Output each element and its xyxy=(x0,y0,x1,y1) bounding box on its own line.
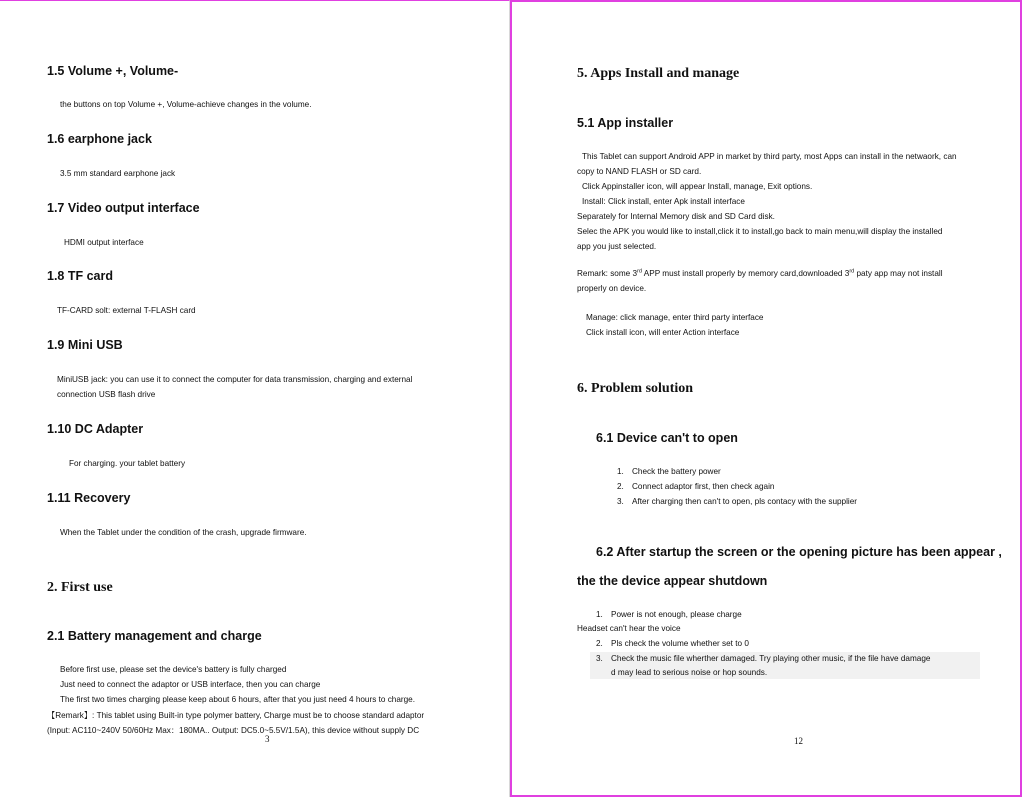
remark-part-a: Remark: some 3 xyxy=(577,269,638,278)
heading-2-1: 2.1 Battery management and charge xyxy=(47,629,262,643)
heading-2: 2. First use xyxy=(47,580,113,595)
text-2-1-line-3: The first two times charging please keep about 6 hours, after that you just need 4 hours to charge. xyxy=(60,695,415,704)
left-page xyxy=(0,0,510,797)
heading-1-6: 1.6 earphone jack xyxy=(47,132,152,146)
text-5-1-line-4: Install: Click install, enter Apk install interface xyxy=(582,197,745,206)
list-6-1-num-3: 3. xyxy=(617,497,624,506)
text-1-11: When the Tablet under the condition of the crash, upgrade firmware. xyxy=(60,528,307,537)
heading-1-5: 1.5 Volume +, Volume- xyxy=(47,64,179,78)
manage-line-2: Click install icon, will enter Action interface xyxy=(586,328,740,337)
manage-line-1: Manage: click manage, enter third party interface xyxy=(586,313,764,322)
heading-6-2-line-2: the the device appear shutdown xyxy=(577,574,768,588)
heading-1-11: 1.11 Recovery xyxy=(47,491,131,505)
list-6-2-num-3: 3. xyxy=(596,654,603,663)
heading-1-9: 1.9 Mini USB xyxy=(47,338,123,352)
list-6-1-num-2: 2. xyxy=(617,482,624,491)
list-6-2-text-1: Power is not enough, please charge xyxy=(611,610,742,619)
text-5-1-line-1: This Tablet can support Android APP in market by third party, most Apps can install in the netwaork, can xyxy=(582,152,957,161)
text-1-9-line-1: MiniUSB jack: you can use it to connect the computer for data transmission, charging and external xyxy=(57,375,413,384)
text-1-9-line-2: connection USB flash drive xyxy=(57,390,156,399)
text-1-5: the buttons on top Volume +, Volume-achieve changes in the volume. xyxy=(60,100,312,109)
remark-sup-2: rd xyxy=(849,268,855,275)
heading-6-2-line-1: 6.2 After startup the screen or the opening picture has been appear , xyxy=(596,545,1002,559)
heading-1-7: 1.7 Video output interface xyxy=(47,201,200,215)
text-5-1-line-3: Click Appinstaller icon, will appear Install, manage, Exit options. xyxy=(582,182,813,191)
heading-1-8: 1.8 TF card xyxy=(47,269,113,283)
remark-sup-1: rd xyxy=(637,268,642,275)
heading-1-10: 1.10 DC Adapter xyxy=(47,422,144,436)
text-1-10: For charging. your tablet battery xyxy=(69,459,186,468)
remark-part-c: paty app may not install xyxy=(854,269,943,278)
list-6-1-num-1: 1. xyxy=(617,467,624,476)
right-page xyxy=(510,0,1022,797)
list-6-2-text-3-line-1: Check the music file wherther damaged. Try playing other music, if the file have damage xyxy=(611,654,931,663)
text-5-1-line-2: copy to NAND FLASH or SD card. xyxy=(577,167,702,176)
list-6-2-text-3-line-2: d may lead to serious noise or hop sounds. xyxy=(611,668,768,677)
list-6-2-text-2: Pls check the volume whether set to 0 xyxy=(611,639,749,648)
remark-line-1 xyxy=(577,269,943,278)
remark-part-b: APP must install properly by memory card,downloaded 3 xyxy=(641,269,850,278)
heading-5-1: 5.1 App installer xyxy=(577,116,674,130)
text-1-7: HDMI output interface xyxy=(64,238,144,247)
list-6-2-num-1: 1. xyxy=(596,610,603,619)
text-2-1-line-2: Just need to connect the adaptor or USB interface, then you can charge xyxy=(60,680,321,689)
text-2-1-spec: (Input: AC110~240V 50/60Hz Max：180MA.. Output: DC5.0~5.5V/1.5A), this device without supply DC xyxy=(47,726,420,735)
remark-line-2: properly on device. xyxy=(577,284,647,293)
page-number: 12 xyxy=(794,736,803,746)
list-6-2-num-2: 2. xyxy=(596,639,603,648)
heading-6: 6. Problem solution xyxy=(577,381,694,396)
heading-6-1: 6.1 Device can't to open xyxy=(596,431,738,445)
list-6-1-text-3: After charging then can't to open, pls contacy with the supplier xyxy=(632,497,858,506)
text-2-1-remark: 【Remark】: This tablet using Built-in type polymer battery, Charge must be to choose standard adaptor xyxy=(47,711,425,720)
list-6-1-text-2: Connect adaptor first, then check again xyxy=(632,482,775,491)
text-1-8: TF-CARD solt: external T-FLASH card xyxy=(57,306,196,315)
text-2-1-line-1: Before first use, please set the device's battery is fully charged xyxy=(60,665,287,674)
text-1-6: 3.5 mm standard earphone jack xyxy=(60,169,176,178)
text-5-1-line-5: Separately for Internal Memory disk and SD Card disk. xyxy=(577,212,775,221)
page-number: 3 xyxy=(265,734,270,744)
text-5-1-line-6: Selec the APK you would like to install,click it to install,go back to main menu,will display the installed xyxy=(577,227,943,236)
subhead-headset: Headset can't hear the voice xyxy=(577,624,681,633)
text-5-1-line-7: app you just selected. xyxy=(577,242,657,251)
heading-5: 5. Apps Install and manage xyxy=(577,66,740,81)
list-6-1-text-1: Check the battery power xyxy=(632,467,721,476)
